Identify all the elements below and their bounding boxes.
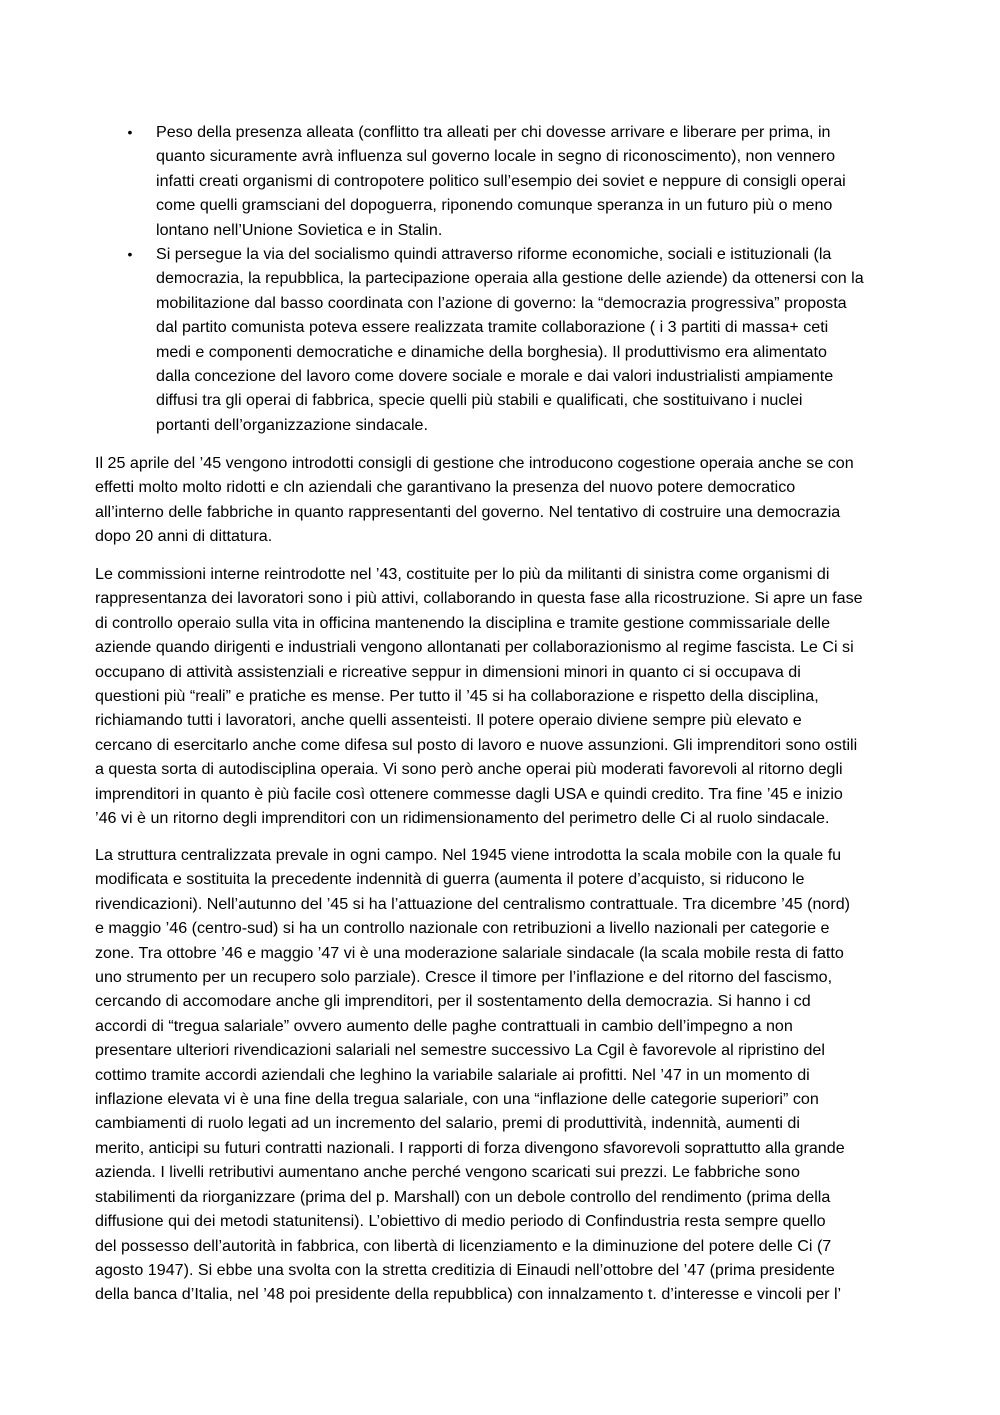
bullet-list — [125, 120, 910, 437]
bullet-item — [125, 120, 910, 242]
bullet-item — [125, 242, 910, 437]
paragraph: Le commissioni interne reintrodotte nel ’43, costituite per lo più da militanti di sinistra come organismi di rappresentanza dei lavoratori sono i più attivi, collaborando in questa fase alla ricostruzione. Si apre un fase di controllo operaio sulla vita in officina mantenendo la disciplina e tramite gestione commissariale delle aziende quando dirigenti e industriali vengono allontanati per collaborazionismo al regime fascista. Le Ci si occupano di attività assistenziali e ricreative seppur in dimensioni minori in quanto ci si occupava di questioni più “reali” e pratiche es mense. Per tutto il ’45 si ha collaborazione e rispetto della disciplina, richiamando tutti i lavoratori, anche quelli assenteisti. Il potere operaio diviene sempre più elevato e cercano di esercitarlo anche come difesa sul posto di lavoro e nuove assunzioni. Gli imprenditori sono ostili a questa sorta di autodisciplina operaia. Vi sono però anche operai più moderati favorevoli al ritorno degli imprenditori in quanto è più facile così ottenere commesse dagli USA e quindi credito. Tra fine ’45 e inizio ’46 vi è un ritorno degli imprenditori con un ridimensionamento del perimetro delle Ci al ruolo sindacale. — [95, 565, 863, 828]
bullet-text: Si persegue la via del socialismo quindi attraverso riforme economiche, sociali e istituzionali (la democrazia, la repubblica, la partecipazione operaia alla gestione delle aziende) da ottenersi con la mobilitazione dal basso coordinata con l’azione di governo: la “democrazia progressiva” proposta dal partito comunista poteva essere realizzata tramite collaborazione ( i 3 partiti di massa+ ceti medi e componenti democratiche e dinamiche della borghesia). Il produttivismo era alimentato dalla concezione del lavoro come dovere sociale e morale e dai valori industrialisti ampiamente diffusi tra gli operai di fabbrica, specie quelli più stabili e qualificati, che sostituivano i nuclei portanti dell’organizzazione sindacale. — [156, 245, 864, 434]
paragraph: Il 25 aprile del ’45 vengono introdotti consigli di gestione che introducono cogestione operaia anche se con effetti molto molto ridotti e cln aziendali che garantivano la presenza del nuovo potere democratico all’interno delle fabbriche in quanto rappresentanti del governo. Nel tentativo di costruire una democrazia dopo 20 anni di dittatura. — [95, 454, 854, 546]
bullet-icon: • — [127, 124, 133, 140]
bullet-icon: • — [127, 246, 133, 263]
bullet-text: Peso della presenza alleata (conflitto tra alleati per chi dovesse arrivare e liberare per prima, in quanto sicuramente avrà influenza sul governo locale in segno di riconoscimento), non vennero infatti creati organismi di contropotere politico sull’esempio dei soviet e neppure di consigli operai come quelli gramsciani del dopoguerra, riponendo comunque speranza in un futuro più o meno lontano nell’Unione Sovietica e in Stalin. — [156, 123, 846, 239]
paragraph: La struttura centralizzata prevale in ogni campo. Nel 1945 viene introdotta la scala mobile con la quale fu modificata e sostituita la precedente indennità di guerra (aumenta il potere d’acquisto, si riducono le rivendicazioni). Nell’autunno del ’45 si ha l’attuazione del centralismo contrattuale. Tra dicembre ’45 (nord) e maggio ’46 (centro-sud) si ha un controllo nazionale con retribuzioni a livello nazionali per categorie e zone. Tra ottobre ’46 e maggio ’47 vi è una moderazione salariale sindacale (la scala mobile resta di fatto uno strumento per un recupero solo parziale). Cresce il timore per l’inflazione e del ritorno del fascismo, cercando di accomodare anche gli imprenditori, per il sostentamento della democrazia. Si hanno i cd accordi di “tregua salariale” ovvero aumento delle paghe contrattuali in cambio dell’impegno a non presentare ulteriori rivendicazioni salariali nel semestre successivo La Cgil è favorevole al ripristino del cottimo tramite accordi aziendali che leghino la variabile salariale ai profitti. Nel ’47 in un momento di inflazione elevata vi è una fine della tregua salariale, con una “inflazione delle categorie superiori” con cambiamenti di ruolo legati ad un incremento del salario, premi di produttività, indennità, aumenti di merito, anticipi su futuri contratti nazionali. I rapporti di forza divengono sfavorevoli soprattutto alla grande azienda. I livelli retributivi aumentano anche perché vengono scaricati sui prezzi. Le fabbriche sono stabilimenti da riorganizzare (prima del p. Marshall) con un debole controllo del rendimento (prima della diffusione qui dei metodi statunitensi). L’obiettivo di medio periodo di Confindustria resta sempre quello del possesso dell’autorità in fabbrica, con libertà di licenziamento e la diminuzione del potere delle Ci (7 agosto 1947). Si ebbe una svolta con la stretta creditizia di Einaudi nell’ottobre del ’47 (prima presidente della banca d’Italia, nel ’48 poi presidente della repubblica) con innalzamento t. d’interesse e vincoli per l’ — [95, 846, 851, 1304]
